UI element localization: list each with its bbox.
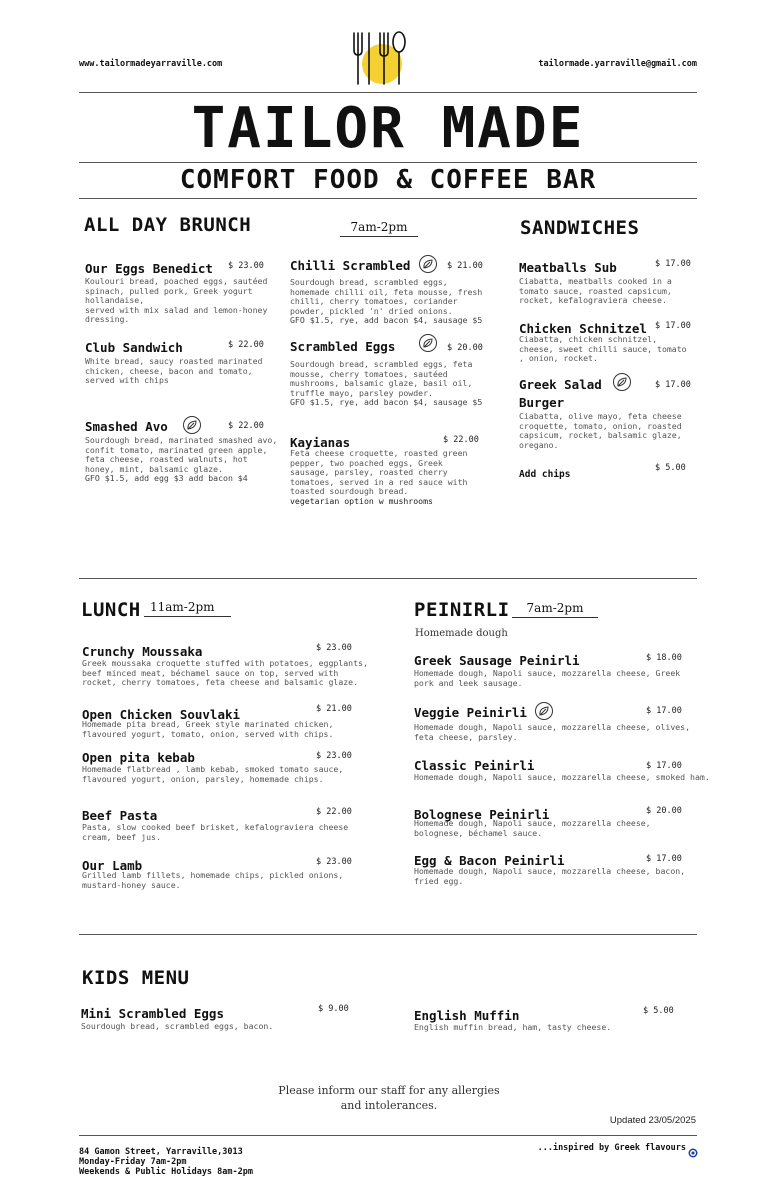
menu-item-greek-salad-burger bbox=[519, 373, 691, 450]
address-line: 84 Gamon Street, Yarraville,3013 bbox=[79, 1147, 243, 1157]
email-link[interactable]: tailormade.yarraville@gmail.com bbox=[538, 59, 697, 69]
menu-item-classic-peinirli bbox=[414, 755, 714, 783]
menu-item-egg-bacon-peinirli bbox=[414, 850, 714, 886]
item-name: Egg & Bacon Peinirli bbox=[414, 853, 565, 868]
item-description: Greek moussaka croquette stuffed with potatoes, eggplants, beef minced meat, béchamel sauce on top, served with rocket, cherry tomatoes, feta cheese and balsamic glaze. bbox=[82, 658, 368, 688]
footer-rule bbox=[79, 1135, 697, 1136]
item-description: Homemade flatbread , lamb kebab, smoked tomato sauce, flavoured yogurt, onion, parsley, homemade chips. bbox=[82, 764, 344, 784]
leaf-icon bbox=[535, 702, 553, 720]
item-description: Feta cheese croquette, roasted green pepper, two poached eggs, Greek sausage, parsley, roasted cherry tomatoes, served in a red sauce with toasted sourdough bread. bbox=[290, 448, 468, 497]
item-name: Chilli Scrambled bbox=[290, 258, 411, 273]
item-note: GFO $1.5, add egg $3 add bacon $4 bbox=[85, 473, 248, 484]
item-name: Chicken Schnitzel bbox=[519, 321, 647, 336]
website-link[interactable]: www.tailormadeyarraville.com bbox=[79, 59, 223, 69]
header-rule-bottom bbox=[79, 198, 697, 199]
item-price: $ 23.00 bbox=[316, 643, 352, 653]
greek-eye-icon bbox=[688, 1143, 698, 1153]
leaf-icon bbox=[183, 416, 201, 434]
item-name: Smashed Avo bbox=[85, 419, 168, 434]
item-name: Open pita kebab bbox=[82, 750, 195, 765]
brand-name: TAILOR MADE bbox=[191, 96, 585, 161]
item-description: Sourdough bread, scrambled eggs, homemade chilli oil, feta mousse, fresh chilli, cherry tomatoes, coriander powder, pickled 'n' dried onions. bbox=[290, 277, 483, 316]
item-price: $ 20.00 bbox=[447, 343, 483, 353]
item-note: GFO $1.5, rye, add bacon $4, sausage $5 bbox=[290, 315, 483, 326]
cutlery-icon bbox=[350, 30, 410, 86]
menu-item-english-muffin bbox=[414, 1005, 714, 1033]
allergy-notice: Please inform our staff for any allergies and intolerances. bbox=[278, 1084, 500, 1112]
peinirli-title: PEINIRLI bbox=[414, 599, 510, 621]
lunch-title: LUNCH bbox=[81, 599, 141, 621]
menu-item-chilli-scrambled bbox=[290, 254, 486, 326]
menu-item-mini-scrambled-eggs bbox=[81, 1003, 371, 1032]
peinirli-subtitle: Homemade dough bbox=[415, 628, 508, 639]
sandwiches-title: SANDWICHES bbox=[520, 217, 640, 239]
menu-item-crunchy-moussaka bbox=[82, 641, 372, 688]
item-price: $ 23.00 bbox=[316, 751, 352, 761]
item-name: Our Eggs Benedict bbox=[85, 261, 213, 276]
menu-item-club-sandwich bbox=[85, 337, 280, 386]
item-name: Veggie Peinirli bbox=[414, 705, 527, 720]
leaf-icon bbox=[419, 255, 437, 273]
weekday-hours: Monday-Friday 7am-2pm bbox=[79, 1157, 187, 1167]
item-name-line2: Burger bbox=[519, 395, 565, 410]
item-description: Homemade dough, Napoli sauce, mozzarella cheese, olives, feta cheese, parsley. bbox=[414, 722, 691, 742]
item-price: $ 17.00 bbox=[655, 321, 691, 331]
brunch-title: ALL DAY BRUNCH bbox=[84, 214, 252, 236]
item-name: Greek Salad bbox=[519, 377, 602, 392]
menu-item-bolognese-peinirli bbox=[414, 804, 714, 838]
menu-item-open-pita-kebab bbox=[82, 747, 372, 784]
menu-item-greek-sausage-peinirli bbox=[414, 650, 714, 688]
updated-date: Updated 23/05/2025 bbox=[609, 1115, 696, 1126]
item-name: Meatballs Sub bbox=[519, 260, 617, 275]
item-price: $ 22.00 bbox=[316, 807, 352, 817]
item-description: Ciabatta, meatballs cooked in a tomato sauce, roasted capsicum, rocket, kefalograviera cheese. bbox=[519, 276, 672, 306]
menu-item-our-lamb bbox=[82, 855, 372, 890]
item-name: Crunchy Moussaka bbox=[82, 644, 203, 659]
weekend-hours: Weekends & Public Holidays 8am-2pm bbox=[79, 1167, 253, 1177]
section-divider-1 bbox=[79, 578, 697, 579]
leaf-icon bbox=[419, 334, 437, 352]
menu-item-our-eggs-benedict bbox=[85, 258, 280, 325]
item-description: Ciabatta, olive mayo, feta cheese croquette, tomato, onion, roasted capsicum, rocket, balsamic glaze, oregano. bbox=[519, 411, 682, 450]
item-name: Scrambled Eggs bbox=[290, 339, 396, 354]
item-description: Sourdough bread, scrambled eggs, feta mousse, cherry tomatoes, sautéed mushrooms, balsamic glaze, basil oil, truffle mayo, parsley powder. bbox=[290, 359, 473, 398]
kids-title: KIDS MENU bbox=[82, 967, 190, 989]
item-price: $ 5.00 bbox=[643, 1006, 674, 1016]
item-name: Club Sandwich bbox=[85, 340, 183, 355]
lunch-hours: 11am-2pm bbox=[144, 600, 231, 617]
section-divider-2 bbox=[79, 934, 697, 935]
item-name: Greek Sausage Peinirli bbox=[414, 653, 580, 668]
item-name: Open Chicken Souvlaki bbox=[82, 707, 241, 722]
item-description: Homemade dough, Napoli sauce, mozzarella cheese, bacon, fried egg. bbox=[414, 866, 686, 886]
item-price: $ 22.00 bbox=[228, 421, 264, 431]
item-note: vegetarian option w mushrooms bbox=[290, 495, 433, 506]
item-price: $ 23.00 bbox=[316, 857, 352, 867]
header-rule-mid bbox=[79, 162, 697, 163]
menu-item-add-chips bbox=[519, 462, 691, 480]
item-price: $ 17.00 bbox=[646, 854, 682, 864]
header-rule-top bbox=[79, 92, 697, 93]
item-description: Grilled lamb fillets, homemade chips, pickled onions, mustard-honey sauce. bbox=[82, 870, 344, 890]
item-price: $ 17.00 bbox=[646, 706, 682, 716]
item-description: English muffin bread, ham, tasty cheese. bbox=[414, 1022, 612, 1032]
brunch-hours: 7am-2pm bbox=[340, 220, 418, 237]
item-description: Homemade dough, Napoli sauce, mozzarella cheese, bolognese, béchamel sauce. bbox=[414, 818, 651, 838]
item-description: Sourdough bread, marinated smashed avo, confit tomato, marinated green apple, feta cheese, roasted walnuts, hot honey, mint, balsamic glaze. bbox=[85, 435, 278, 474]
item-price: $ 21.00 bbox=[447, 261, 483, 271]
item-note: GFO $1.5, rye, add bacon $4, sausage $5 bbox=[290, 397, 483, 408]
item-description: Koulouri bread, poached eggs, sautéed spinach, pulled pork, Greek yogurt hollandaise, served with mix salad and lemon-honey dressing. bbox=[85, 276, 268, 325]
menu-item-veggie-peinirli bbox=[414, 700, 714, 742]
item-description: Pasta, slow cooked beef brisket, kefalograviera cheese cream, beef jus. bbox=[82, 822, 349, 842]
item-price: $ 5.00 bbox=[655, 463, 686, 473]
item-description: Sourdough bread, scrambled eggs, bacon. bbox=[81, 1021, 274, 1031]
item-price: $ 21.00 bbox=[316, 704, 352, 714]
item-name: English Muffin bbox=[414, 1008, 520, 1023]
inspired-tagline: ...inspired by Greek flavours bbox=[537, 1143, 686, 1153]
item-price: $ 20.00 bbox=[646, 806, 682, 816]
menu-item-chicken-schnitzel bbox=[519, 318, 691, 364]
item-price: $ 22.00 bbox=[228, 340, 264, 350]
item-price: $ 17.00 bbox=[655, 259, 691, 269]
item-name: Add chips bbox=[519, 469, 571, 480]
peinirli-hours: 7am-2pm bbox=[512, 601, 598, 618]
menu-item-beef-pasta bbox=[82, 805, 372, 842]
item-price: $ 9.00 bbox=[318, 1004, 349, 1014]
leaf-icon bbox=[613, 373, 631, 391]
item-name: Mini Scrambled Eggs bbox=[81, 1006, 224, 1021]
menu-item-meatballs-sub bbox=[519, 257, 691, 306]
item-name: Bolognese Peinirli bbox=[414, 807, 550, 822]
item-price: $ 22.00 bbox=[443, 435, 479, 445]
item-name: Our Lamb bbox=[82, 858, 143, 873]
item-description: White bread, saucy roasted marinated chicken, cheese, bacon and tomato, served with chips bbox=[85, 356, 263, 386]
item-description: Homemade dough, Napoli sauce, mozzarella cheese, smoked ham. bbox=[414, 772, 710, 782]
item-name: Kayianas bbox=[290, 435, 351, 450]
item-description: Homemade dough, Napoli sauce, mozzarella cheese, Greek pork and leek sausage. bbox=[414, 668, 681, 688]
item-description: Ciabatta, chicken schnitzel, cheese, sweet chilli sauce, tomato , onion, rocket. bbox=[519, 334, 687, 364]
menu-item-smashed-avo bbox=[85, 416, 280, 484]
menu-item-scrambled-eggs bbox=[290, 334, 486, 408]
item-price: $ 17.00 bbox=[655, 380, 691, 390]
menu-item-open-chicken-souvlaki bbox=[82, 704, 372, 739]
item-name: Beef Pasta bbox=[82, 808, 158, 823]
item-description: Homemade pita bread, Greek style marinated chicken, flavoured yogurt, tomato, onion, served with chips. bbox=[82, 719, 334, 739]
tagline: COMFORT FOOD & COFFEE BAR bbox=[179, 165, 597, 195]
footer-address bbox=[79, 1147, 253, 1177]
item-price: $ 23.00 bbox=[228, 261, 264, 271]
item-name: Classic Peinirli bbox=[414, 758, 535, 773]
item-price: $ 17.00 bbox=[646, 761, 682, 771]
menu-item-kayianas bbox=[290, 432, 480, 507]
item-price: $ 18.00 bbox=[646, 653, 682, 663]
